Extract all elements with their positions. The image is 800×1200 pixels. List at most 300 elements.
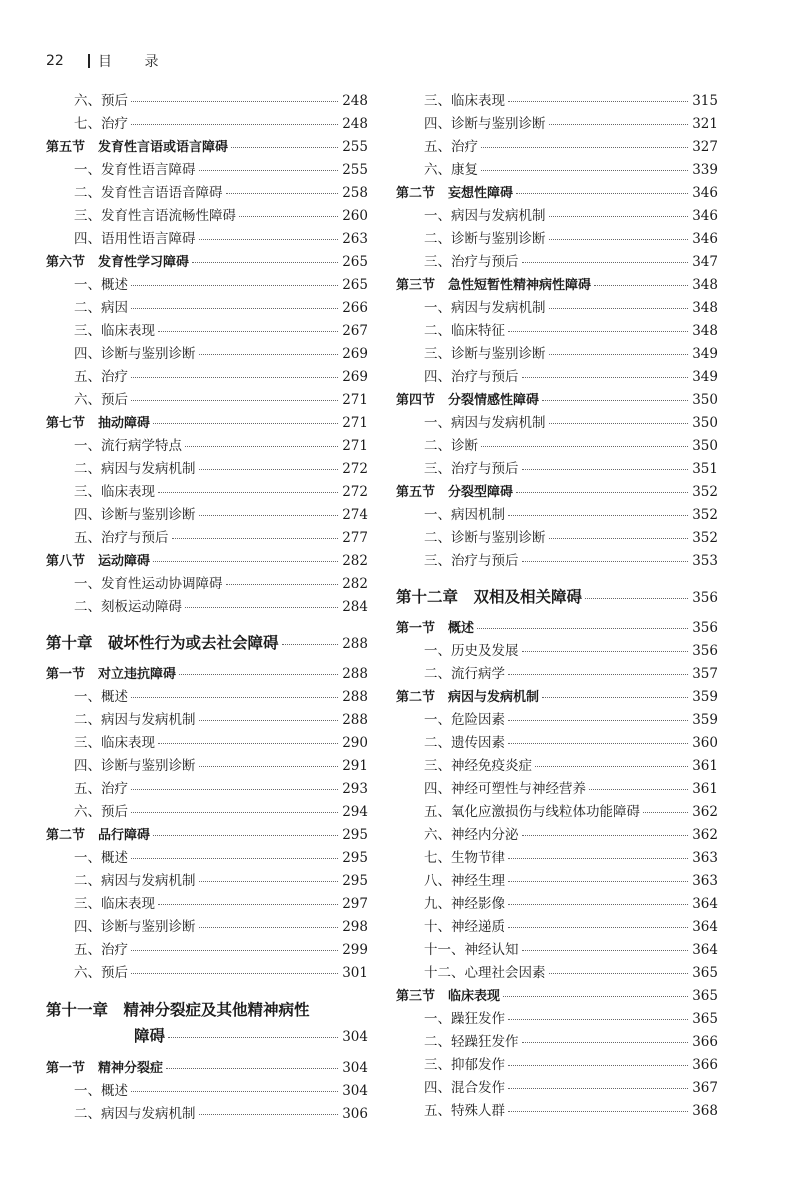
dot-leader <box>643 811 688 813</box>
toc-item[interactable] <box>396 366 718 389</box>
toc-label: 四、诊断与鉴别诊断 <box>424 116 546 132</box>
toc-item[interactable] <box>46 916 368 939</box>
toc-page-number: 265 <box>342 277 368 293</box>
toc-section[interactable] <box>46 824 368 847</box>
toc-label: 第三节 临床表现 <box>396 989 501 1004</box>
dot-leader <box>172 537 339 539</box>
toc-label: 二、临床特征 <box>424 323 505 339</box>
toc-item[interactable] <box>396 251 718 274</box>
toc-page-number: 266 <box>342 300 368 316</box>
toc-item[interactable] <box>46 962 368 985</box>
toc-label: 三、临床表现 <box>74 484 155 500</box>
toc-page-number: 346 <box>692 185 718 201</box>
dot-leader <box>153 422 338 424</box>
toc-section[interactable] <box>396 481 718 504</box>
toc-item[interactable] <box>396 1100 718 1123</box>
dot-leader <box>508 1110 688 1112</box>
toc-label: 六、神经内分泌 <box>424 827 519 843</box>
toc-label: 二、病因与发病机制 <box>74 712 196 728</box>
toc-page-number: 282 <box>342 576 368 592</box>
toc-label: 一、危险因素 <box>424 712 505 728</box>
toc-label: 四、诊断与鉴别诊断 <box>74 507 196 523</box>
toc-page-number: 352 <box>692 530 718 546</box>
toc-page-number: 352 <box>692 507 718 523</box>
dot-leader <box>549 972 689 974</box>
toc-page-number: 361 <box>692 758 718 774</box>
toc-item[interactable] <box>396 1008 718 1031</box>
toc-item[interactable] <box>46 343 368 366</box>
toc-label: 八、神经生理 <box>424 873 505 889</box>
dot-leader <box>481 169 688 171</box>
dot-leader <box>535 765 688 767</box>
dot-leader <box>158 330 338 332</box>
toc-item[interactable] <box>396 343 718 366</box>
toc-item[interactable] <box>396 778 718 801</box>
dot-leader <box>508 903 688 905</box>
toc-label: 四、诊断与鉴别诊断 <box>74 919 196 935</box>
toc-label: 二、病因 <box>74 300 128 316</box>
toc-page-number: 347 <box>692 254 718 270</box>
toc-label: 第二节 妄想性障碍 <box>396 186 514 201</box>
toc-label: 四、语用性语言障碍 <box>74 231 196 247</box>
dot-leader <box>199 238 339 240</box>
dot-leader <box>226 583 339 585</box>
header-divider <box>88 54 90 68</box>
toc-item[interactable] <box>46 596 368 619</box>
toc-item[interactable] <box>46 113 368 136</box>
toc-item[interactable] <box>396 228 718 251</box>
toc-label: 第八节 运动障碍 <box>46 554 151 569</box>
toc-label: 二、刻板运动障碍 <box>74 599 182 615</box>
dot-leader <box>481 146 688 148</box>
toc-item[interactable] <box>46 228 368 251</box>
toc-page-number: 352 <box>692 484 718 500</box>
toc-page-number: 339 <box>692 162 718 178</box>
toc-page-number: 365 <box>692 988 718 1004</box>
dot-leader <box>522 468 689 470</box>
toc-page-number: 265 <box>342 254 368 270</box>
toc-section[interactable] <box>46 412 368 435</box>
toc-label: 三、临床表现 <box>424 93 505 109</box>
toc-item[interactable] <box>46 755 368 778</box>
dot-leader <box>522 261 689 263</box>
toc-page-number: 271 <box>342 392 368 408</box>
toc-page-number: 364 <box>692 896 718 912</box>
toc-item[interactable] <box>46 182 368 205</box>
toc-label: 五、特殊人群 <box>424 1103 505 1119</box>
toc-label: 一、概述 <box>74 277 128 293</box>
toc-label: 三、临床表现 <box>74 896 155 912</box>
toc-page-number: 295 <box>342 873 368 889</box>
toc-page-number: 348 <box>692 300 718 316</box>
toc-page-number: 359 <box>692 712 718 728</box>
dot-leader <box>481 445 688 447</box>
toc-chapter-title: 第十一章 精神分裂症及其他精神病性 <box>46 1001 310 1019</box>
toc-page-number: 288 <box>342 712 368 728</box>
toc-section[interactable] <box>396 686 718 709</box>
toc-item[interactable] <box>46 274 368 297</box>
toc-right-column <box>396 90 718 1123</box>
toc-item[interactable] <box>396 159 718 182</box>
toc-chapter[interactable] <box>46 997 368 1049</box>
toc-label: 二、诊断 <box>424 438 478 454</box>
dot-leader <box>549 537 689 539</box>
toc-page-number: 364 <box>692 919 718 935</box>
toc-item[interactable] <box>396 732 718 755</box>
toc-page-number: 350 <box>692 415 718 431</box>
toc-label: 第三节 急性短暂性精神病性障碍 <box>396 278 592 293</box>
toc-item[interactable] <box>46 939 368 962</box>
toc-label: 四、诊断与鉴别诊断 <box>74 346 196 362</box>
toc-label: 五、治疗 <box>74 781 128 797</box>
toc-label: 三、神经免疫炎症 <box>424 758 532 774</box>
toc-item[interactable] <box>46 778 368 801</box>
dot-leader <box>585 597 688 599</box>
toc-page-number: 304 <box>342 1029 368 1045</box>
toc-page-number: 356 <box>692 643 718 659</box>
toc-item[interactable] <box>396 893 718 916</box>
toc-page-number: 288 <box>342 689 368 705</box>
dot-leader <box>158 491 338 493</box>
toc-item[interactable] <box>396 136 718 159</box>
toc-item[interactable] <box>396 205 718 228</box>
dot-leader <box>508 1018 688 1020</box>
toc-item[interactable] <box>46 504 368 527</box>
toc-page-number: 263 <box>342 231 368 247</box>
toc-item[interactable] <box>46 732 368 755</box>
toc-label: 一、躁狂发作 <box>424 1011 505 1027</box>
toc-label: 四、诊断与鉴别诊断 <box>74 758 196 774</box>
dot-leader <box>231 146 338 148</box>
toc-page-number: 291 <box>342 758 368 774</box>
toc-item[interactable] <box>396 755 718 778</box>
toc-page-number: 349 <box>692 346 718 362</box>
toc-page-number: 258 <box>342 185 368 201</box>
toc-label: 四、治疗与预后 <box>424 369 519 385</box>
toc-page-number: 298 <box>342 919 368 935</box>
toc-page-number: 356 <box>692 590 718 606</box>
toc-page-number: 267 <box>342 323 368 339</box>
toc-label: 六、预后 <box>74 804 128 820</box>
dot-leader <box>131 972 338 974</box>
toc-section[interactable] <box>396 274 718 297</box>
toc-page-number: 284 <box>342 599 368 615</box>
toc-label: 第一节 对立违抗障碍 <box>46 667 177 682</box>
dot-leader <box>199 353 339 355</box>
toc-item[interactable] <box>396 847 718 870</box>
toc-section[interactable] <box>396 617 718 640</box>
toc-label: 三、发育性言语流畅性障碍 <box>74 208 236 224</box>
toc-page-number: 350 <box>692 438 718 454</box>
dot-leader <box>192 261 338 263</box>
toc-item[interactable] <box>396 640 718 663</box>
toc-section[interactable] <box>46 550 368 573</box>
toc-page-number: 290 <box>342 735 368 751</box>
dot-leader <box>199 514 339 516</box>
toc-item[interactable] <box>46 205 368 228</box>
toc-label: 一、病因机制 <box>424 507 505 523</box>
toc-chapter-title-continued <box>46 1023 368 1049</box>
dot-leader <box>508 673 688 675</box>
dot-leader <box>226 192 339 194</box>
dot-leader <box>508 857 688 859</box>
dot-leader <box>179 673 338 675</box>
dot-leader <box>516 192 688 194</box>
toc-label: 六、预后 <box>74 392 128 408</box>
toc-item[interactable] <box>46 573 368 596</box>
dot-leader <box>239 215 338 217</box>
toc-label: 障碍 <box>134 1027 166 1045</box>
toc-item[interactable] <box>46 847 368 870</box>
toc-page-number: 255 <box>342 162 368 178</box>
toc-page-number: 366 <box>692 1034 718 1050</box>
toc-item[interactable] <box>396 801 718 824</box>
dot-leader <box>508 926 688 928</box>
dot-leader <box>131 284 338 286</box>
toc-item[interactable] <box>396 297 718 320</box>
toc-label: 第五节 发育性言语或语言障碍 <box>46 140 229 155</box>
toc-label: 五、治疗 <box>74 942 128 958</box>
toc-page-number: 288 <box>342 636 368 652</box>
toc-section[interactable] <box>396 182 718 205</box>
toc-label: 二、诊断与鉴别诊断 <box>424 231 546 247</box>
toc-label: 五、治疗与预后 <box>74 530 169 546</box>
toc-item[interactable] <box>396 870 718 893</box>
toc-label: 二、病因与发病机制 <box>74 461 196 477</box>
dot-leader <box>503 995 688 997</box>
toc-item[interactable] <box>46 481 368 504</box>
toc-page-number: 321 <box>692 116 718 132</box>
dot-leader <box>185 606 338 608</box>
toc-page-number: 362 <box>692 827 718 843</box>
dot-leader <box>153 834 338 836</box>
dot-leader <box>168 1036 338 1038</box>
toc-label: 一、病因与发病机制 <box>424 300 546 316</box>
toc-page-number: 295 <box>342 827 368 843</box>
dot-leader <box>199 880 339 882</box>
toc-label: 一、概述 <box>74 689 128 705</box>
toc-label: 一、发育性语言障碍 <box>74 162 196 178</box>
toc-page-number: 248 <box>342 93 368 109</box>
toc-label: 第六节 发育性学习障碍 <box>46 255 190 270</box>
toc-item[interactable] <box>46 1103 368 1126</box>
toc-page-number: 260 <box>342 208 368 224</box>
toc-item[interactable] <box>396 1031 718 1054</box>
toc-item[interactable] <box>46 389 368 412</box>
toc-item[interactable] <box>46 527 368 550</box>
toc-chapter[interactable] <box>46 631 368 655</box>
toc-item[interactable] <box>46 435 368 458</box>
toc-page-number: 271 <box>342 438 368 454</box>
toc-label: 第一节 概述 <box>396 621 475 636</box>
dot-leader <box>508 1087 688 1089</box>
toc-section[interactable] <box>396 389 718 412</box>
toc-section[interactable] <box>46 663 368 686</box>
dot-leader <box>199 765 339 767</box>
toc-page-number: 271 <box>342 415 368 431</box>
toc-label: 二、流行病学 <box>424 666 505 682</box>
toc-item[interactable] <box>396 1077 718 1100</box>
toc-label: 一、概述 <box>74 850 128 866</box>
toc-section[interactable] <box>396 985 718 1008</box>
toc-item[interactable] <box>396 550 718 573</box>
toc-page-number: 363 <box>692 873 718 889</box>
toc-label: 五、氧化应激损伤与线粒体功能障碍 <box>424 804 640 820</box>
toc-item[interactable] <box>46 1080 368 1103</box>
toc-label: 六、预后 <box>74 93 128 109</box>
toc-label: 二、遗传因素 <box>424 735 505 751</box>
toc-item[interactable] <box>396 320 718 343</box>
toc-left-column <box>46 90 368 1126</box>
toc-page-number: 315 <box>692 93 718 109</box>
toc-item[interactable] <box>396 916 718 939</box>
dot-leader <box>508 719 688 721</box>
toc-item[interactable] <box>46 709 368 732</box>
toc-page-number: 364 <box>692 942 718 958</box>
dot-leader <box>158 742 338 744</box>
toc-page-number: 365 <box>692 965 718 981</box>
page-header <box>46 50 172 72</box>
toc-chapter[interactable] <box>396 585 718 609</box>
toc-item[interactable] <box>396 458 718 481</box>
toc-label: 三、抑郁发作 <box>424 1057 505 1073</box>
toc-page-number: 304 <box>342 1083 368 1099</box>
toc-page-number: 359 <box>692 689 718 705</box>
toc-label: 四、神经可塑性与神经营养 <box>424 781 586 797</box>
toc-page-number: 269 <box>342 346 368 362</box>
toc-page-number: 274 <box>342 507 368 523</box>
dot-leader <box>158 903 338 905</box>
toc-label: 二、诊断与鉴别诊断 <box>424 530 546 546</box>
toc-label: 一、历史及发展 <box>424 643 519 659</box>
toc-label: 二、轻躁狂发作 <box>424 1034 519 1050</box>
dot-leader <box>522 834 689 836</box>
toc-item[interactable] <box>46 458 368 481</box>
toc-page-number: 293 <box>342 781 368 797</box>
toc-page-number: 327 <box>692 139 718 155</box>
toc-item[interactable] <box>46 870 368 893</box>
toc-label: 二、病因与发病机制 <box>74 873 196 889</box>
toc-item[interactable] <box>46 366 368 389</box>
toc-page-number: 295 <box>342 850 368 866</box>
toc-item[interactable] <box>46 297 368 320</box>
dot-leader <box>282 643 339 645</box>
toc-item[interactable] <box>396 113 718 136</box>
toc-item[interactable] <box>46 801 368 824</box>
toc-page-number: 356 <box>692 620 718 636</box>
dot-leader <box>542 696 688 698</box>
toc-section[interactable] <box>46 1057 368 1080</box>
toc-page-number: 360 <box>692 735 718 751</box>
toc-page-number: 362 <box>692 804 718 820</box>
toc-item[interactable] <box>46 90 368 113</box>
dot-leader <box>131 100 338 102</box>
dot-leader <box>516 491 688 493</box>
dot-leader <box>549 215 689 217</box>
toc-label: 十、神经递质 <box>424 919 505 935</box>
toc-page-number: 272 <box>342 484 368 500</box>
toc-label: 一、发育性运动协调障碍 <box>74 576 223 592</box>
dot-leader <box>522 376 689 378</box>
toc-label: 第二节 病因与发病机制 <box>396 690 540 705</box>
dot-leader <box>508 100 688 102</box>
dot-leader <box>508 1064 688 1066</box>
toc-item[interactable] <box>396 824 718 847</box>
dot-leader <box>131 857 338 859</box>
toc-page-number: 351 <box>692 461 718 477</box>
toc-item[interactable] <box>396 663 718 686</box>
dot-leader <box>508 514 688 516</box>
toc-item[interactable] <box>396 435 718 458</box>
toc-label: 六、康复 <box>424 162 478 178</box>
toc-page-number: 346 <box>692 231 718 247</box>
toc-label: 一、病因与发病机制 <box>424 208 546 224</box>
toc-label: 三、治疗与预后 <box>424 553 519 569</box>
toc-label: 三、治疗与预后 <box>424 254 519 270</box>
toc-item[interactable] <box>46 893 368 916</box>
toc-label: 第一节 精神分裂症 <box>46 1061 164 1076</box>
toc-label: 三、临床表现 <box>74 323 155 339</box>
toc-page-number: 363 <box>692 850 718 866</box>
toc-item[interactable] <box>396 527 718 550</box>
toc-page-number: 269 <box>342 369 368 385</box>
toc-label: 三、诊断与鉴别诊断 <box>424 346 546 362</box>
toc-item[interactable] <box>46 320 368 343</box>
dot-leader <box>131 811 338 813</box>
toc-label: 九、神经影像 <box>424 896 505 912</box>
dot-leader <box>522 650 689 652</box>
dot-leader <box>131 696 338 698</box>
toc-label: 三、治疗与预后 <box>424 461 519 477</box>
toc-page-number: 297 <box>342 896 368 912</box>
dot-leader <box>199 719 339 721</box>
toc-item[interactable] <box>46 686 368 709</box>
toc-section[interactable] <box>46 136 368 159</box>
toc-page-number: 299 <box>342 942 368 958</box>
dot-leader <box>508 330 688 332</box>
toc-section[interactable] <box>46 251 368 274</box>
toc-item[interactable] <box>396 939 718 962</box>
dot-leader <box>522 560 689 562</box>
dot-leader <box>542 399 688 401</box>
toc-item[interactable] <box>396 709 718 732</box>
toc-label: 七、治疗 <box>74 116 128 132</box>
toc-label: 一、病因与发病机制 <box>424 415 546 431</box>
dot-leader <box>131 399 338 401</box>
toc-page-number: 277 <box>342 530 368 546</box>
toc-item[interactable] <box>396 504 718 527</box>
toc-item[interactable] <box>46 159 368 182</box>
dot-leader <box>549 307 689 309</box>
dot-leader <box>549 353 689 355</box>
toc-label: 三、临床表现 <box>74 735 155 751</box>
toc-page-number: 288 <box>342 666 368 682</box>
toc-label: 第四节 分裂情感性障碍 <box>396 393 540 408</box>
toc-item[interactable] <box>396 1054 718 1077</box>
toc-label: 十一、神经认知 <box>424 942 519 958</box>
toc-page-number: 365 <box>692 1011 718 1027</box>
toc-page-number: 361 <box>692 781 718 797</box>
toc-page-number: 348 <box>692 323 718 339</box>
toc-item[interactable] <box>396 90 718 113</box>
toc-label: 第七节 抽动障碍 <box>46 416 151 431</box>
toc-label: 四、混合发作 <box>424 1080 505 1096</box>
dot-leader <box>153 560 338 562</box>
dot-leader <box>508 742 688 744</box>
toc-item[interactable] <box>396 962 718 985</box>
toc-item[interactable] <box>396 412 718 435</box>
toc-page-number: 255 <box>342 139 368 155</box>
